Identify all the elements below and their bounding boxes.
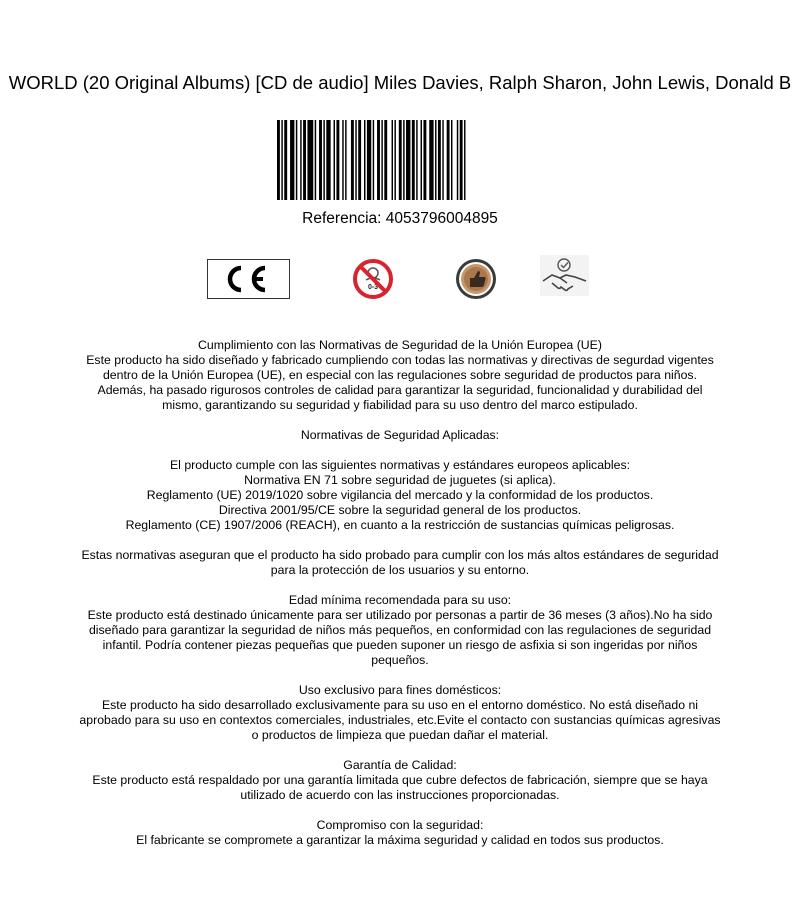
section-heading: Compromiso con la seguridad:	[316, 818, 484, 832]
section-heading: Uso exclusivo para fines domésticos:	[298, 683, 502, 697]
barcode-bar	[438, 120, 441, 200]
barcode-bar	[412, 120, 415, 200]
applied-norms-section	[78, 428, 722, 443]
barcode-bar	[373, 120, 374, 200]
barcode-bar	[377, 120, 380, 200]
barcode-bar	[303, 120, 306, 200]
minimum-age-section	[78, 593, 722, 668]
barcode-bar	[315, 120, 316, 200]
barcode-bar	[457, 120, 458, 200]
handshake-guarantee-icon	[540, 255, 589, 296]
section-heading: Garantía de Calidad:	[343, 758, 457, 772]
barcode-bar	[319, 120, 322, 200]
section-heading: El producto cumple con las siguientes normativas y estándares europeos aplicables:	[169, 458, 631, 472]
barcode-bar	[323, 120, 324, 200]
barcode-bar	[435, 120, 436, 200]
safety-commitment-section	[78, 818, 722, 848]
product-title: WORLD (20 Original Albums) [CD de audio] Miles Davies, Ralph Sharon, John Lewis, Donald B	[8, 72, 792, 93]
barcode-bar	[442, 120, 443, 200]
barcode-bar	[392, 120, 393, 200]
age-range-label: 0-3	[367, 284, 379, 291]
section-body: Estas normativas aseguran que el producto ha sido probado para cumplir con los más altos estándares de seguridad para la protección de los usuarios y su entorno.	[81, 548, 719, 577]
domestic-use-section	[78, 683, 722, 743]
barcode-bar	[355, 120, 356, 200]
norm-item: Reglamento (CE) 1907/2006 (REACH), en cuanto a la restricción de sustancias químicas peligrosas.	[125, 518, 675, 532]
section-body: Este producto está destinado únicamente para ser utilizado por personas a partir de 36 meses (3 años).No ha sido diseñado para garantizar la seguridad de niños más pequeños, en conformidad con las regulaciones de seguridad infantil. Podría contener piezas pequeñas que pueden suponer un riesgo de asfixia si son ingeridas por niños pequeños.	[87, 608, 713, 667]
barcode-bar	[381, 120, 382, 200]
quality-seal-icon	[455, 258, 497, 300]
section-body: Este producto está respaldado por una garantía limitada que cubre defectos de fabricación, siempre que se haya utilizado de acuerdo con las instrucciones proporcionadas.	[92, 773, 708, 802]
barcode-bar	[345, 120, 346, 200]
no-under-3-icon	[352, 258, 394, 300]
norm-item: Reglamento (UE) 2019/1020 sobre vigilancia del mercado y la conformidad de los productos.	[146, 488, 654, 502]
barcode-bar	[290, 120, 294, 200]
barcode-bar	[464, 120, 465, 200]
section-heading: Normativas de Seguridad Aplicadas:	[300, 428, 500, 442]
barcode-bar	[423, 120, 426, 200]
barcode-bar	[351, 120, 354, 200]
barcode-bar	[326, 120, 330, 200]
ce-mark-icon	[207, 259, 290, 299]
barcode-bar	[367, 120, 371, 200]
eu-compliance-section	[78, 338, 722, 413]
barcode-bar	[429, 120, 433, 200]
barcode-bar	[421, 120, 422, 200]
barcode-bar	[281, 120, 282, 200]
barcode-bar	[284, 120, 287, 200]
barcode-bar	[416, 120, 417, 200]
barcode-bar	[342, 120, 343, 200]
norm-item: Directiva 2001/95/CE sobre la seguridad general de los productos.	[218, 503, 582, 517]
barcode-bar	[451, 120, 452, 200]
barcode-bar	[406, 120, 410, 200]
barcode-bar	[334, 120, 335, 200]
section-body: Este producto ha sido diseñado y fabricado cumpliendo con todas las normativas y directivas de segurdad vigentes dentro de la Unión Europea (UE), en especial con las regulaciones sobre seguridad de productos para niños. Además, ha pasado rigurosos controles de calidad para garantizar la seguridad, funcionalidad y durabilidad del mismo, garantizando su seguridad y fiabilidad para su uso dentro del marco estipulado.	[86, 353, 714, 412]
barcode-bar	[403, 120, 404, 200]
barcode-bar	[399, 120, 402, 200]
barcode-bar	[394, 120, 395, 200]
barcode-bar	[460, 120, 463, 200]
section-heading: Edad mínima recomendada para su uso:	[288, 593, 512, 607]
section-heading: Cumplimiento con las Normativas de Seguridad de la Unión Europea (UE)	[198, 338, 602, 352]
barcode-bar	[277, 120, 280, 200]
section-body: El fabricante se compromete a garantizar la máxima seguridad y calidad en todos sus productos.	[136, 833, 664, 847]
barcode-bar	[384, 120, 387, 200]
norms-list-section	[78, 458, 722, 533]
norm-item: Normativa EN 71 sobre seguridad de juguetes (si aplica).	[244, 473, 556, 487]
section-body: Este producto ha sido desarrollado exclusivamente para su uso en el entorno doméstico. No está diseñado ni aprobado para su uso en contextos comerciales, industriales, etc.Evite el contacto con sustancias químicas agresivas o productos de limpieza que puedan dañar el material.	[79, 698, 721, 742]
norms-summary-section	[78, 548, 722, 578]
barcode-bar	[447, 120, 450, 200]
barcode-bar	[296, 120, 297, 200]
barcode-bar	[364, 120, 365, 200]
quality-guarantee-section	[78, 758, 722, 803]
barcode-bar	[336, 120, 339, 200]
barcode-bar	[300, 120, 301, 200]
compliance-text	[78, 338, 722, 863]
barcode-bar	[307, 120, 313, 200]
barcode-image	[277, 120, 523, 200]
reference-number: Referencia: 4053796004895	[302, 210, 498, 227]
barcode-bar	[358, 120, 361, 200]
